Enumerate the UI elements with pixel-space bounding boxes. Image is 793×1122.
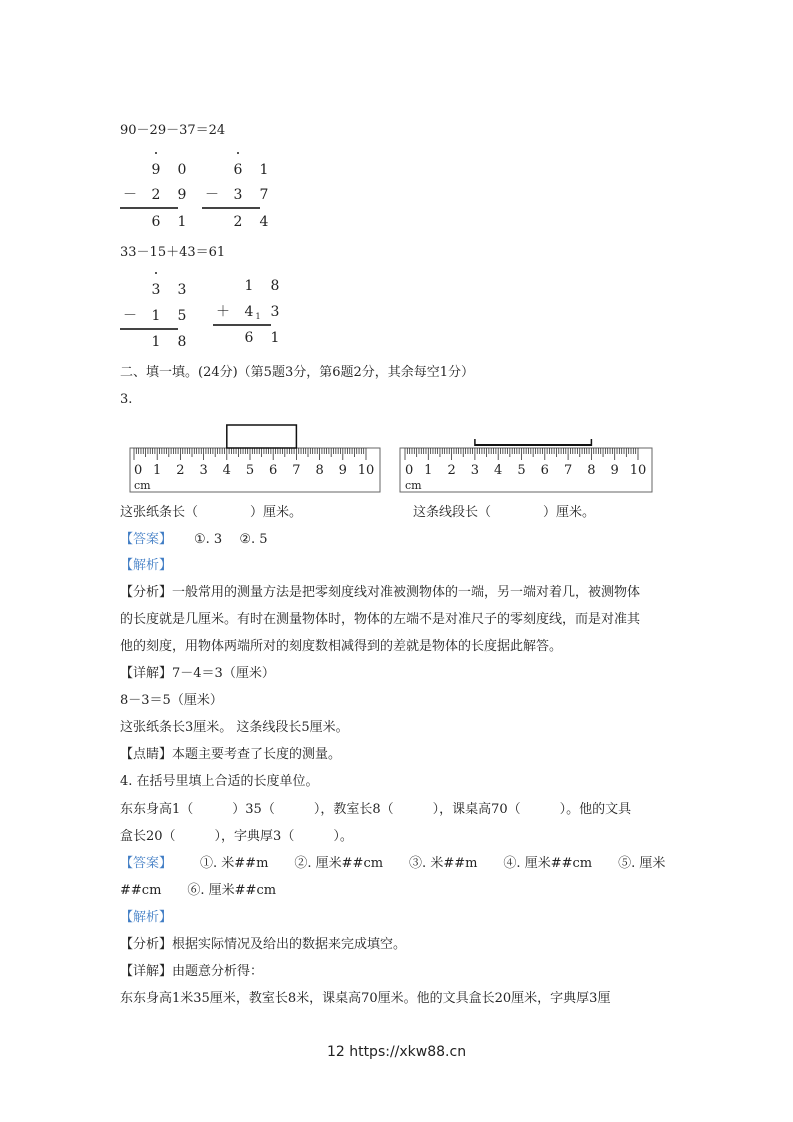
ruler-label: 4 <box>494 463 503 478</box>
ruler-label: 10 <box>629 463 647 478</box>
ruler-label: 1 <box>424 463 433 478</box>
ruler-label: 1 <box>153 463 162 478</box>
digit: 3 <box>177 282 187 298</box>
point-note: 【点睛】本题主要考查了长度的测量。 <box>120 747 342 762</box>
digit: 2 <box>233 214 243 230</box>
answer-cont: ##cm ⑥. 厘米##cm <box>120 883 277 898</box>
answer: ①. 3 ②. 5 <box>194 532 268 547</box>
detail-line: 【详解】7－4＝3（厘米） <box>120 666 275 681</box>
ruler-label: 10 <box>357 463 375 478</box>
paper-strip <box>227 425 297 448</box>
detail-line: 8－3＝5（厘米） <box>120 693 223 708</box>
digit: 9 <box>177 187 187 203</box>
ruler-label: 8 <box>315 463 324 478</box>
digit: 2 <box>151 187 161 203</box>
ruler-label: 9 <box>610 463 619 478</box>
ruler-label: 2 <box>447 463 456 478</box>
digit: 1 <box>151 334 161 350</box>
prompt-segment: 这条线段长（ ）厘米。 <box>413 505 596 520</box>
operator: － <box>123 308 137 324</box>
question-number: 3. <box>120 392 133 407</box>
detail-line: 这张纸条长3厘米。 这条线段长5厘米。 <box>120 720 349 735</box>
analysis-label: 【解析】 <box>120 910 173 925</box>
digit: 8 <box>270 278 280 294</box>
digit: 6 <box>233 162 243 178</box>
ruler-label: 4 <box>222 463 231 478</box>
digit: 1 <box>151 308 161 324</box>
ruler-label: 5 <box>517 463 526 478</box>
analysis-line: 的长度就是几厘米。有时在测量物体时，物体的左端不是对准尺子的零刻度线，而是对准其 <box>120 612 641 627</box>
answer: ①. 米##m ②. 厘米##cm ③. 米##m ④. 厘米##cm ⑤. 厘米 <box>200 856 666 871</box>
digit: 6 <box>151 214 161 230</box>
equation-1: 90－29－37＝24 <box>120 123 226 138</box>
digit: 0 <box>177 162 187 178</box>
ruler-label: 8 <box>587 463 596 478</box>
ruler-label: 7 <box>563 463 573 478</box>
digit: 4 <box>259 214 269 230</box>
digit: 7 <box>259 187 269 203</box>
digit: 3 <box>270 304 280 320</box>
digit: 3 <box>233 187 243 203</box>
ruler-label: 0 <box>405 463 414 478</box>
detail-line: 【详解】由题意分析得： <box>120 964 264 979</box>
digit: 6 <box>244 330 254 346</box>
ruler-label: 6 <box>269 463 278 478</box>
carry-digit: 1 <box>255 312 261 321</box>
ruler-label: 0 <box>134 463 143 478</box>
analysis-line: 【分析】根据实际情况及给出的数据来完成填空。 <box>120 937 407 952</box>
equation-2: 33－15＋43＝61 <box>120 245 226 260</box>
detail-line: 东东身高1米35厘米，教室长8米，课桌高70厘米。他的文具盒长20厘米，字典厚3厘 <box>120 991 611 1006</box>
ruler-label: 7 <box>292 463 301 478</box>
digit: 1 <box>259 162 269 178</box>
analysis-line: 【分析】一般常用的测量方法是把零刻度线对准被测物体的一端，另一端对着几，被测物体 <box>120 585 641 600</box>
ruler-label: 9 <box>338 463 347 478</box>
answer-label: 【答案】 <box>120 856 173 871</box>
ruler-label: 6 <box>540 463 549 478</box>
question-4-line: 盒长20（ ），字典厚3（ ）。 <box>120 829 353 844</box>
ruler-label: 3 <box>199 463 208 478</box>
digit: 8 <box>177 334 187 350</box>
digit: 4 <box>244 304 254 320</box>
ruler-label: 3 <box>470 463 480 478</box>
ruler-label: 5 <box>245 463 255 478</box>
ruler-unit: cm <box>134 479 151 492</box>
analysis-label: 【解析】 <box>120 558 173 573</box>
digit: 1 <box>270 330 280 346</box>
question-4-line: 东东身高1（ ）35（ ），教室长8（ ），课桌高70（ ）。他的文具 <box>120 802 632 817</box>
ruler-label: 2 <box>176 463 185 478</box>
page-footer: 12 https://xkw88.cn <box>326 1044 467 1060</box>
digit: 1 <box>177 214 187 230</box>
section-heading: 二、填一填。(24分)（第5题3分，第6题2分，其余每空1分） <box>120 365 475 380</box>
analysis-line: 他的刻度，用物体两端所对的刻度数相减得到的差就是物体的长度据此解答。 <box>120 639 563 654</box>
digit: 1 <box>244 278 254 294</box>
answer-label: 【答案】 <box>120 532 173 547</box>
question-4-title: 4. 在括号里填上合适的长度单位。 <box>120 774 319 789</box>
operator: － <box>205 187 219 203</box>
digit: 9 <box>151 162 161 178</box>
ruler-unit: cm <box>405 479 422 492</box>
digit: 3 <box>151 282 161 298</box>
digit: 5 <box>177 308 187 324</box>
operator: － <box>123 187 137 203</box>
prompt-paper: 这张纸条长（ ）厘米。 <box>120 505 303 520</box>
operator: ＋ <box>216 304 230 320</box>
